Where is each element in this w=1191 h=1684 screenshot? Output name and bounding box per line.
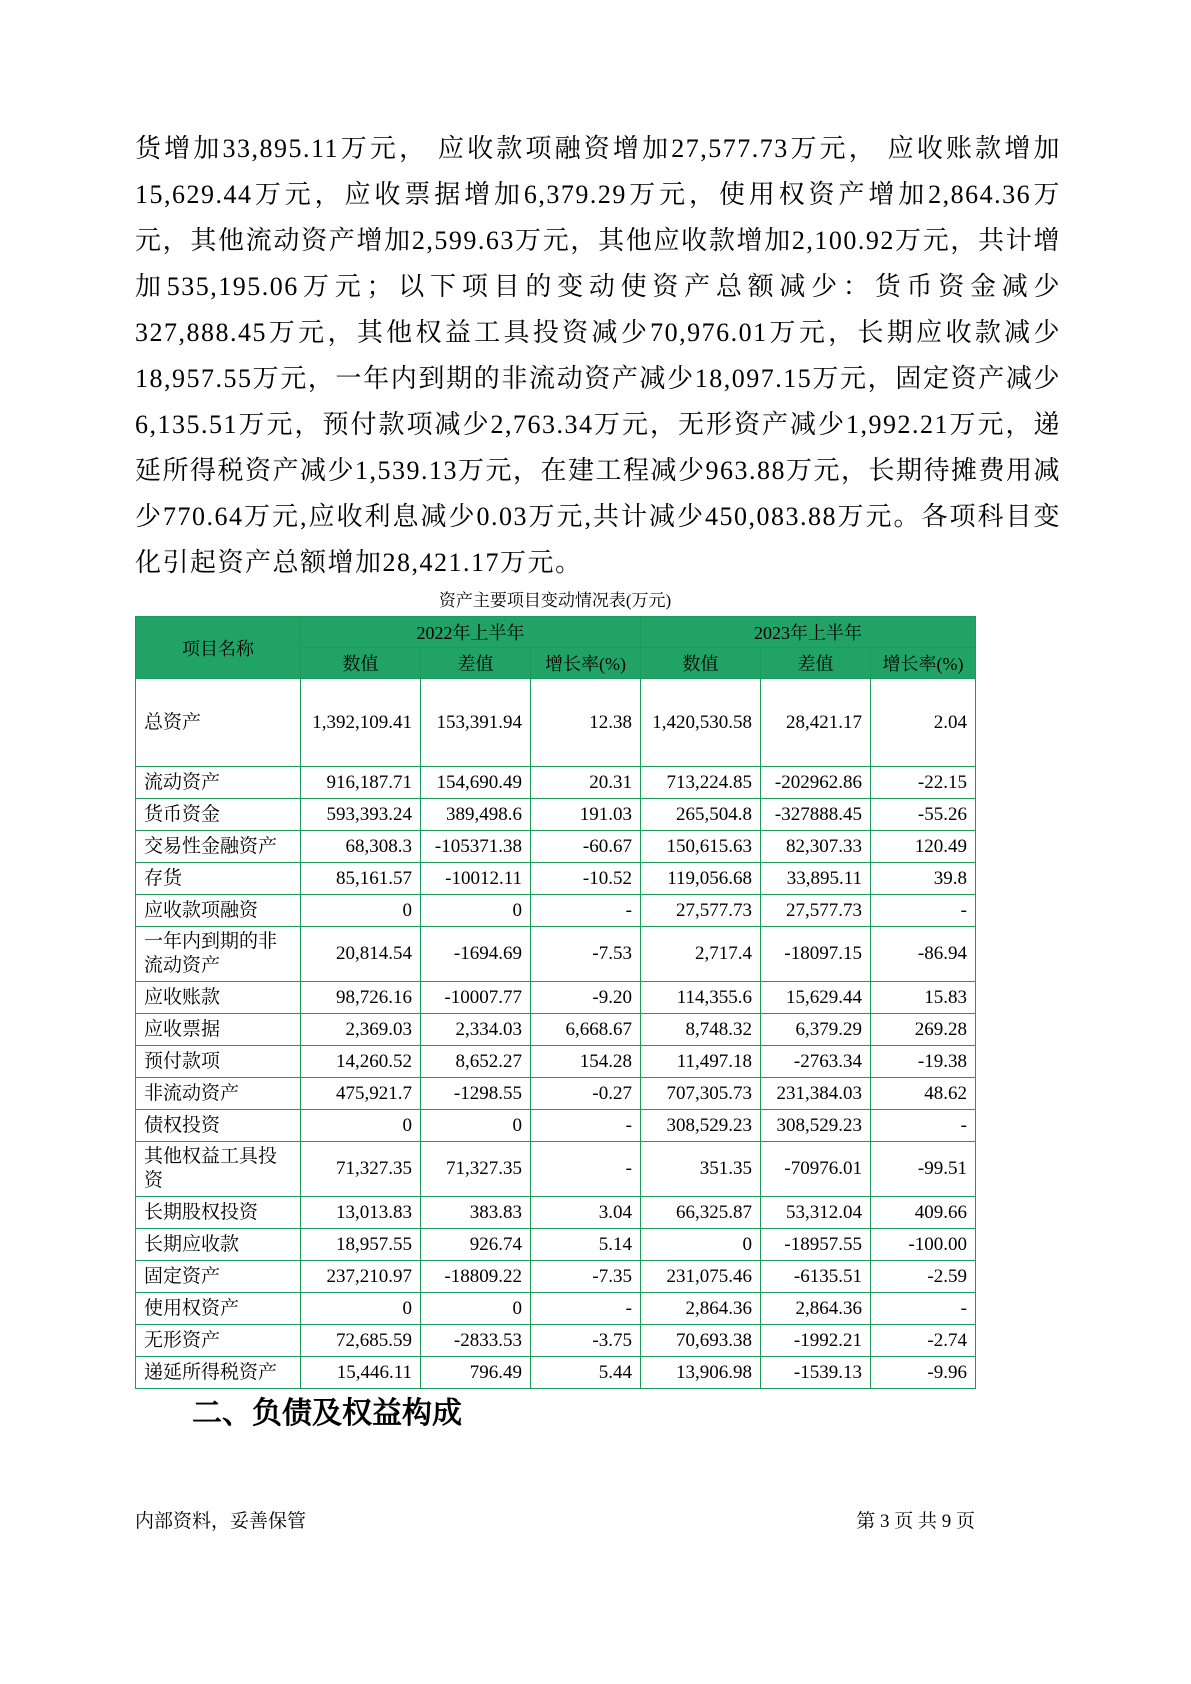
table-row <box>136 1293 976 1325</box>
row-value: 71,327.35 <box>301 1142 421 1197</box>
table-row <box>136 1357 976 1389</box>
table-body <box>136 679 976 1389</box>
row-value: 120.49 <box>871 831 976 863</box>
row-value: 27,577.73 <box>761 895 871 927</box>
row-value: 2,864.36 <box>761 1293 871 1325</box>
table-row <box>136 831 976 863</box>
row-value: - <box>871 1110 976 1142</box>
header-item-name: 项目名称 <box>136 617 301 679</box>
row-value: 383.83 <box>421 1197 531 1229</box>
header-group-row <box>136 617 976 648</box>
row-value: 351.35 <box>641 1142 761 1197</box>
row-item-name: 其他权益工具投资 <box>136 1142 301 1197</box>
row-value: 389,498.6 <box>421 799 531 831</box>
row-value: -2.59 <box>871 1261 976 1293</box>
row-value: 593,393.24 <box>301 799 421 831</box>
table-row <box>136 1229 976 1261</box>
row-value: 1,392,109.41 <box>301 679 421 767</box>
row-value: 18,957.55 <box>301 1229 421 1261</box>
row-value: 2,717.4 <box>641 927 761 982</box>
table-row <box>136 1197 976 1229</box>
page-footer <box>135 1506 975 1533</box>
table-row <box>136 982 976 1014</box>
row-item-name: 流动资产 <box>136 767 301 799</box>
row-value: 66,325.87 <box>641 1197 761 1229</box>
row-item-name: 交易性金融资产 <box>136 831 301 863</box>
row-value: 15,446.11 <box>301 1357 421 1389</box>
table-row <box>136 799 976 831</box>
row-value: 265,504.8 <box>641 799 761 831</box>
row-item-name: 总资产 <box>136 679 301 767</box>
table-row <box>136 679 976 767</box>
row-value: -10007.77 <box>421 982 531 1014</box>
footer-confidential-note: 内部资料，妥善保管 <box>135 1511 307 1532</box>
subheader-diff-2023: 差值 <box>761 648 871 679</box>
table-row <box>136 895 976 927</box>
row-value: -202962.86 <box>761 767 871 799</box>
row-value: -1298.55 <box>421 1078 531 1110</box>
row-value: 308,529.23 <box>761 1110 871 1142</box>
table-row <box>136 1325 976 1357</box>
row-value: 916,187.71 <box>301 767 421 799</box>
row-value: 53,312.04 <box>761 1197 871 1229</box>
row-value: - <box>531 895 641 927</box>
table-header <box>136 617 976 679</box>
row-value: 33,895.11 <box>761 863 871 895</box>
asset-change-table <box>135 616 976 1389</box>
header-group-2023: 2023年上半年 <box>641 617 976 648</box>
row-item-name: 货币资金 <box>136 799 301 831</box>
row-value: 12.38 <box>531 679 641 767</box>
row-value: 98,726.16 <box>301 982 421 1014</box>
row-value: 8,652.27 <box>421 1046 531 1078</box>
row-value: 231,384.03 <box>761 1078 871 1110</box>
row-value: 2,369.03 <box>301 1014 421 1046</box>
row-value: -7.53 <box>531 927 641 982</box>
row-value: 71,327.35 <box>421 1142 531 1197</box>
row-value: 5.44 <box>531 1357 641 1389</box>
table-row <box>136 927 976 982</box>
row-value: 70,693.38 <box>641 1325 761 1357</box>
row-value: 27,577.73 <box>641 895 761 927</box>
row-value: 3.04 <box>531 1197 641 1229</box>
row-item-name: 长期股权投资 <box>136 1197 301 1229</box>
row-value: -86.94 <box>871 927 976 982</box>
row-value: 409.66 <box>871 1197 976 1229</box>
row-item-name: 固定资产 <box>136 1261 301 1293</box>
row-value: 8,748.32 <box>641 1014 761 1046</box>
row-value: 0 <box>421 1293 531 1325</box>
row-value: -99.51 <box>871 1142 976 1197</box>
row-value: -9.20 <box>531 982 641 1014</box>
row-value: 13,013.83 <box>301 1197 421 1229</box>
row-value: -6135.51 <box>761 1261 871 1293</box>
row-value: 15,629.44 <box>761 982 871 1014</box>
page-number: 第 3 页 共 9 页 <box>856 1511 975 1532</box>
row-value: 20.31 <box>531 767 641 799</box>
row-item-name: 应收票据 <box>136 1014 301 1046</box>
row-value: 308,529.23 <box>641 1110 761 1142</box>
row-value: - <box>531 1293 641 1325</box>
table-row <box>136 1078 976 1110</box>
row-value: - <box>531 1110 641 1142</box>
row-item-name: 存货 <box>136 863 301 895</box>
row-item-name: 无形资产 <box>136 1325 301 1357</box>
table-row <box>136 1014 976 1046</box>
row-value: 1,420,530.58 <box>641 679 761 767</box>
row-value: 150,615.63 <box>641 831 761 863</box>
subheader-diff-2022: 差值 <box>421 648 531 679</box>
row-value: 191.03 <box>531 799 641 831</box>
row-value: - <box>871 895 976 927</box>
table-row <box>136 1110 976 1142</box>
row-value: 0 <box>301 1110 421 1142</box>
table-title: 资产主要项目变动情况表(万元) <box>438 591 672 610</box>
row-value: -7.35 <box>531 1261 641 1293</box>
section-heading-liabilities-equity: 二、负债及权益构成 <box>192 1397 462 1430</box>
row-value: -22.15 <box>871 767 976 799</box>
row-value: 153,391.94 <box>421 679 531 767</box>
row-value: 237,210.97 <box>301 1261 421 1293</box>
row-value: 119,056.68 <box>641 863 761 895</box>
row-item-name: 递延所得税资产 <box>136 1357 301 1389</box>
row-value: -1694.69 <box>421 927 531 982</box>
row-value: 13,906.98 <box>641 1357 761 1389</box>
row-value: 5.14 <box>531 1229 641 1261</box>
row-value: 48.62 <box>871 1078 976 1110</box>
row-value: 2,334.03 <box>421 1014 531 1046</box>
row-value: -18957.55 <box>761 1229 871 1261</box>
table-row <box>136 1142 976 1197</box>
row-value: -105371.38 <box>421 831 531 863</box>
row-value: 15.83 <box>871 982 976 1014</box>
row-value: -2.74 <box>871 1325 976 1357</box>
row-item-name: 长期应收款 <box>136 1229 301 1261</box>
row-value: 0 <box>301 895 421 927</box>
row-value: 85,161.57 <box>301 863 421 895</box>
row-value: -18097.15 <box>761 927 871 982</box>
row-value: 2,864.36 <box>641 1293 761 1325</box>
row-item-name: 预付款项 <box>136 1046 301 1078</box>
row-value: 6,668.67 <box>531 1014 641 1046</box>
row-item-name: 使用权资产 <box>136 1293 301 1325</box>
row-value: 154,690.49 <box>421 767 531 799</box>
header-group-2022: 2022年上半年 <box>301 617 641 648</box>
row-item-name: 债权投资 <box>136 1110 301 1142</box>
row-value: 6,379.29 <box>761 1014 871 1046</box>
row-value: -55.26 <box>871 799 976 831</box>
row-value: -10012.11 <box>421 863 531 895</box>
row-value: 14,260.52 <box>301 1046 421 1078</box>
row-value: 0 <box>301 1293 421 1325</box>
row-value: 114,355.6 <box>641 982 761 1014</box>
paragraph-asset-changes: 货增加33,895.11万元， 应收款项融资增加27,577.73万元， 应收账款增加15,629.44万元，应收票据增加6,379.29万元，使用权资产增加2,864.36万元，其他流动资产增加2,599.63万元，其他应收款增加2,100.92万元，共计增加535,195.06万元；以下项目的变动使资产总额减少：货币资金减少327,888.45万元，其他权益工具投资减少70,976.01万元，长期应收款减少18,957.55万元，一年内到期的非流动资产减少18,097.15万元，固定资产减少6,135.51万元，预付款项减少2,763.34万元，无形资产减少1,992.21万元，递延所得税资产减少1,539.13万元，在建工程减少963.88万元，长期待摊费用减少770.64万元,应收利息减少0.03万元,共计减少450,083.88万元。各项科目变化引起资产总额增加28,421.17万元。 <box>135 134 1062 577</box>
row-item-name: 非流动资产 <box>136 1078 301 1110</box>
row-value: 39.8 <box>871 863 976 895</box>
row-value: 82,307.33 <box>761 831 871 863</box>
row-value: 269.28 <box>871 1014 976 1046</box>
row-value: -9.96 <box>871 1357 976 1389</box>
row-value: -1992.21 <box>761 1325 871 1357</box>
row-value: 707,305.73 <box>641 1078 761 1110</box>
row-value: - <box>531 1142 641 1197</box>
row-value: 11,497.18 <box>641 1046 761 1078</box>
row-value: 796.49 <box>421 1357 531 1389</box>
table-row <box>136 1046 976 1078</box>
row-item-name: 应收款项融资 <box>136 895 301 927</box>
row-value: 926.74 <box>421 1229 531 1261</box>
row-value: 2.04 <box>871 679 976 767</box>
row-item-name: 一年内到期的非流动资产 <box>136 927 301 982</box>
row-value: -2833.53 <box>421 1325 531 1357</box>
row-value: 72,685.59 <box>301 1325 421 1357</box>
row-value: -327888.45 <box>761 799 871 831</box>
row-value: 713,224.85 <box>641 767 761 799</box>
row-value: 68,308.3 <box>301 831 421 863</box>
table-row <box>136 863 976 895</box>
row-value: -19.38 <box>871 1046 976 1078</box>
row-item-name: 应收账款 <box>136 982 301 1014</box>
row-value: 0 <box>421 1110 531 1142</box>
subheader-growth-2022: 增长率(%) <box>531 648 641 679</box>
row-value: -2763.34 <box>761 1046 871 1078</box>
row-value: - <box>871 1293 976 1325</box>
row-value: -1539.13 <box>761 1357 871 1389</box>
row-value: 475,921.7 <box>301 1078 421 1110</box>
row-value: -18809.22 <box>421 1261 531 1293</box>
row-value: -70976.01 <box>761 1142 871 1197</box>
row-value: -60.67 <box>531 831 641 863</box>
subheader-growth-2023: 增长率(%) <box>871 648 976 679</box>
subheader-value-2022: 数值 <box>301 648 421 679</box>
row-value: 154.28 <box>531 1046 641 1078</box>
row-value: -3.75 <box>531 1325 641 1357</box>
row-value: 28,421.17 <box>761 679 871 767</box>
row-value: -0.27 <box>531 1078 641 1110</box>
row-value: 0 <box>641 1229 761 1261</box>
row-value: 231,075.46 <box>641 1261 761 1293</box>
table-row <box>136 767 976 799</box>
subheader-value-2023: 数值 <box>641 648 761 679</box>
row-value: -10.52 <box>531 863 641 895</box>
table-row <box>136 1261 976 1293</box>
row-value: -100.00 <box>871 1229 976 1261</box>
row-value: 0 <box>421 895 531 927</box>
row-value: 20,814.54 <box>301 927 421 982</box>
